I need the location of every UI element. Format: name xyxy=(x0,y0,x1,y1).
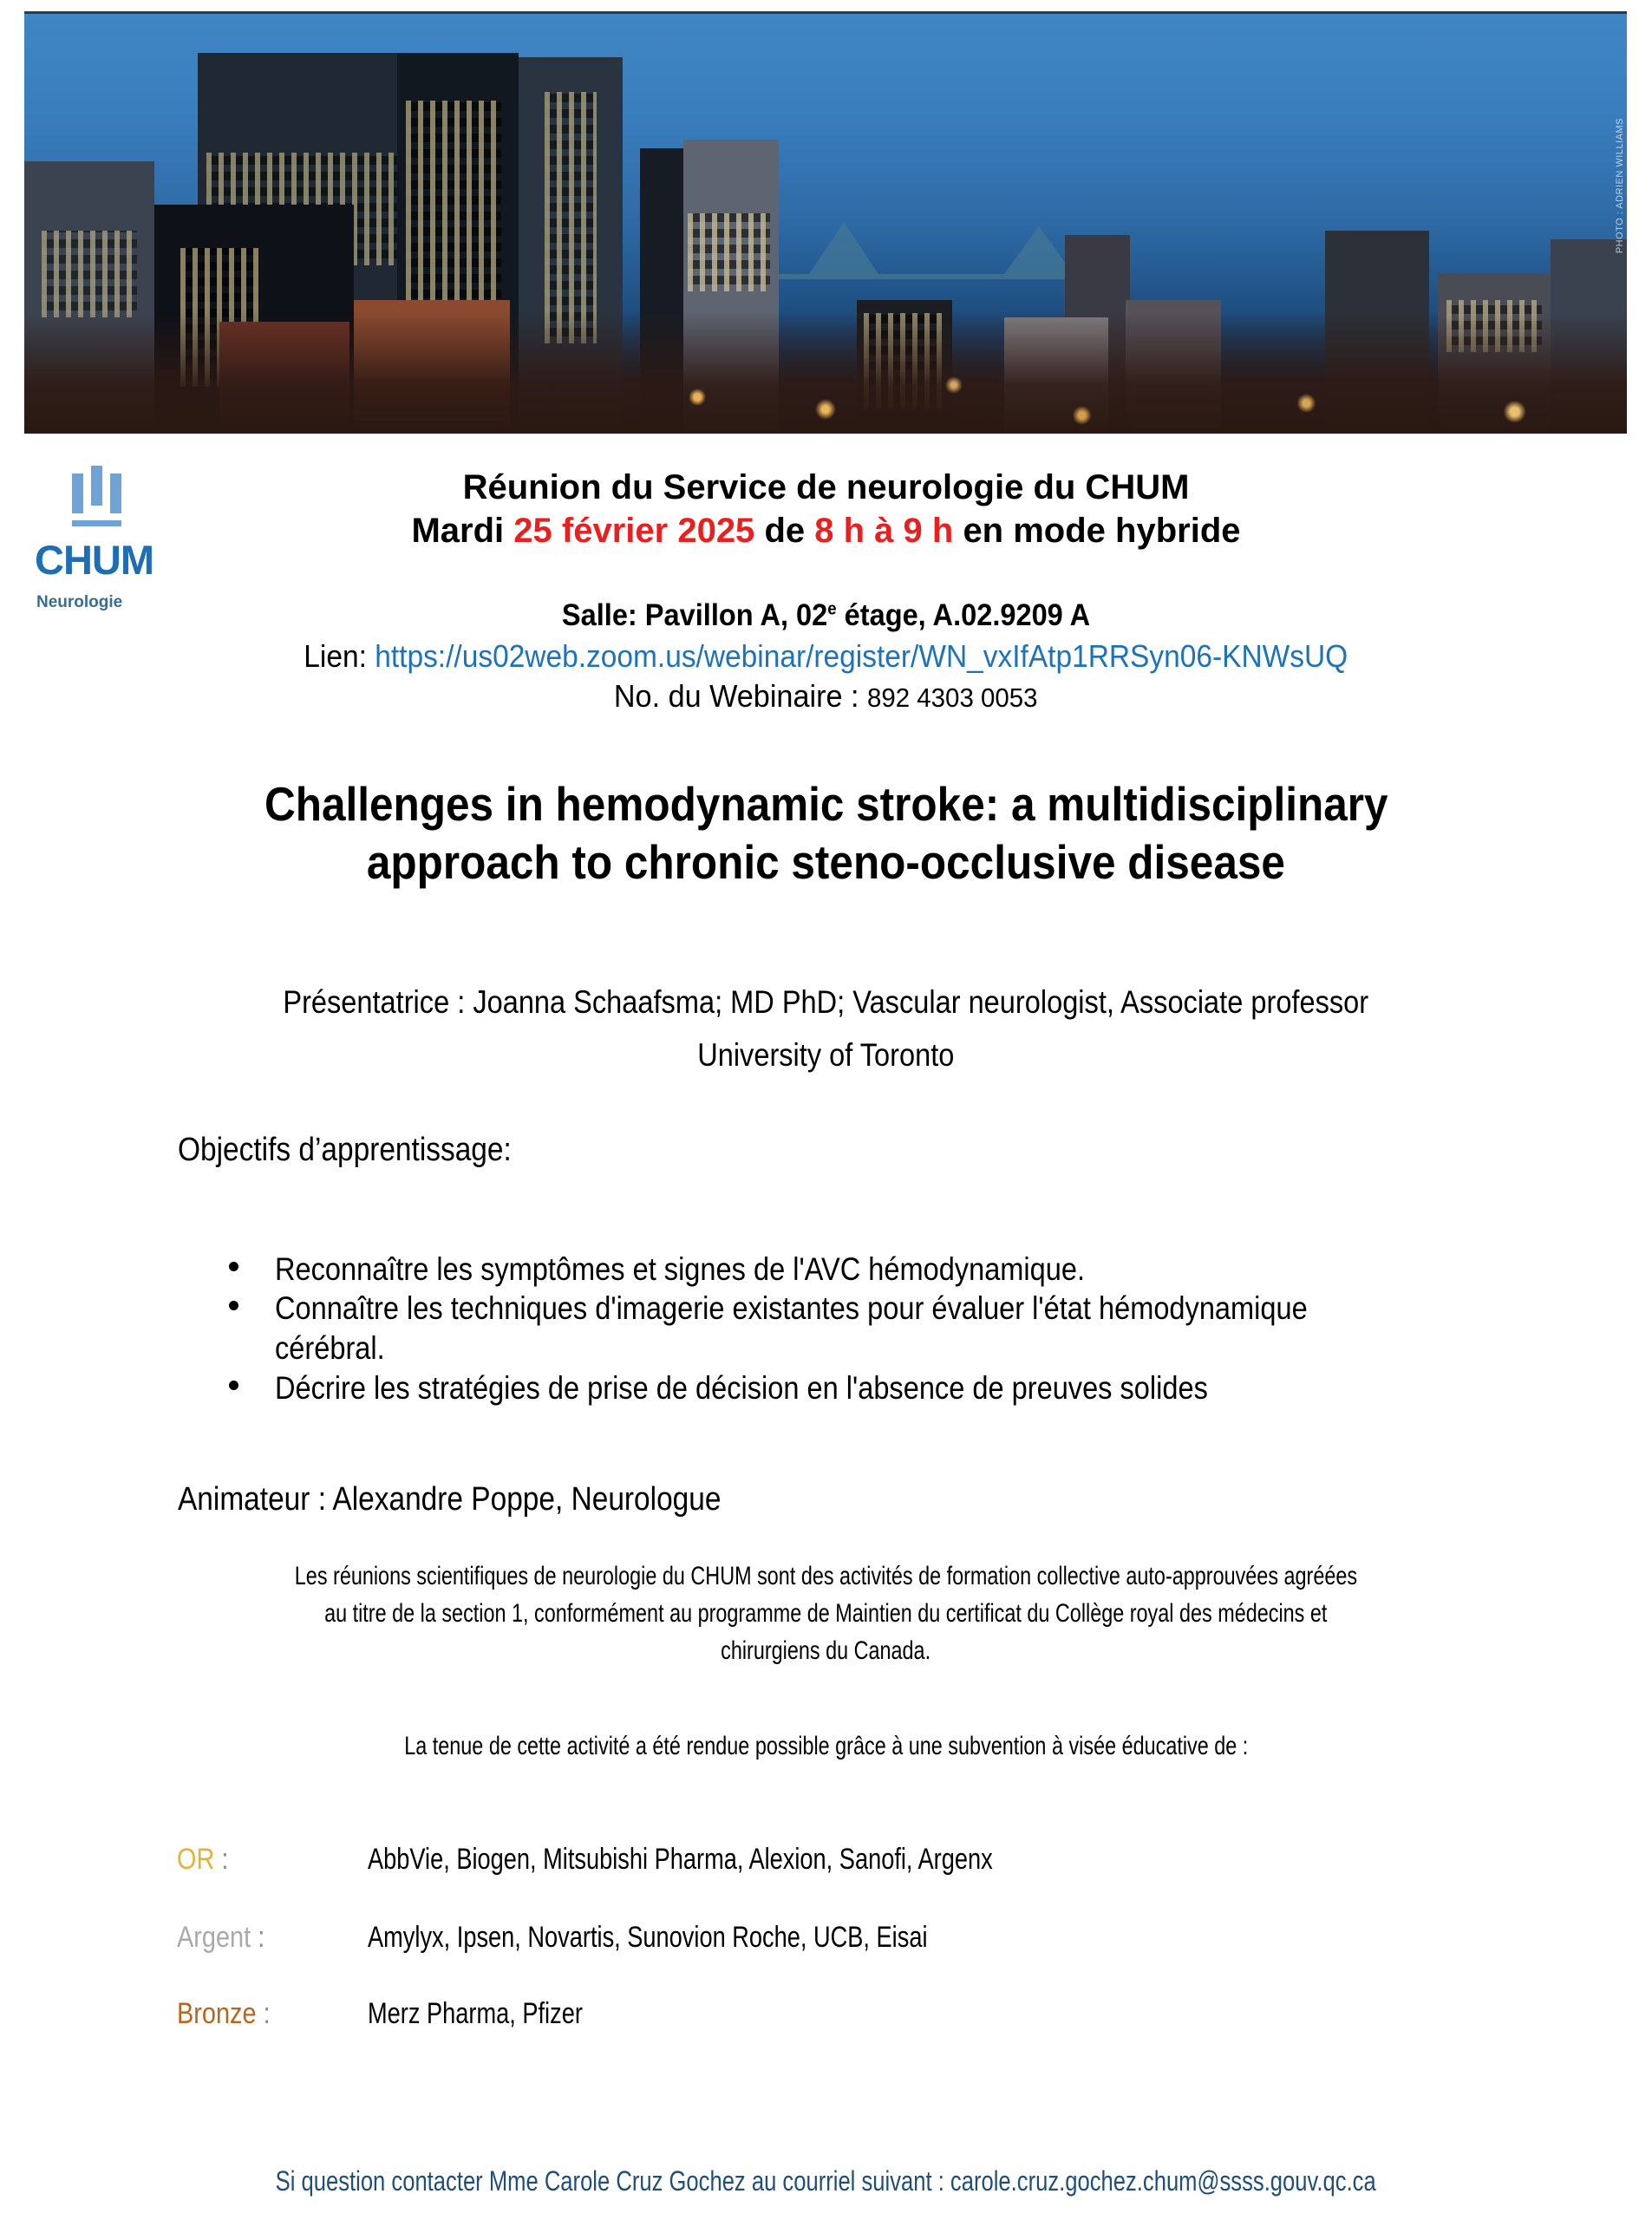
room-superscript: e xyxy=(827,599,837,619)
tier-label xyxy=(177,1921,280,1955)
tier-companies xyxy=(368,1921,1068,1955)
bullet-icon xyxy=(229,1381,238,1390)
accreditation-text: au titre de la section 1, conformément au programme de Maintien du certificat du Collège royal des médecins et xyxy=(324,1599,1328,1628)
affiliation xyxy=(0,1037,1652,1074)
meeting-date-line xyxy=(0,512,1652,551)
building-windows xyxy=(688,213,770,291)
tier-companies xyxy=(368,1843,1149,1877)
meeting-date: 25 février 2025 xyxy=(513,512,755,550)
link-wrap xyxy=(304,638,1348,675)
bridge xyxy=(779,274,1108,279)
meeting-date-wrap xyxy=(411,512,1240,551)
talk-title-line1 xyxy=(0,776,1652,832)
tier-colon: : xyxy=(256,1997,271,2030)
tier-colon: : xyxy=(251,1921,265,1954)
logo-subtitle: Neurologie xyxy=(36,593,123,611)
street-lights xyxy=(24,312,1627,434)
logo-wordmark: CHUM xyxy=(35,537,153,583)
talk-title-text: Challenges in hemodynamic stroke: a multidisciplinary xyxy=(264,777,1388,831)
webinar-number: 892 4303 0053 xyxy=(867,682,1038,713)
objectives-heading xyxy=(178,1132,557,1169)
banner-photo xyxy=(24,11,1627,434)
sponsors-intro-text: La tenue de cette activité a été rendue possible grâce à une subvention à visée éducative de : xyxy=(403,1732,1249,1760)
objective-text: Connaître les techniques d'imagerie existantes pour évaluer l'état hémodynamique xyxy=(275,1290,1308,1326)
de-label: de xyxy=(764,512,806,550)
bridge-tower xyxy=(1004,226,1074,274)
sponsors-intro xyxy=(0,1732,1652,1761)
tier-companies-text: AbbVie, Biogen, Mitsubishi Pharma, Alexion, Sanofi, Argenx xyxy=(368,1843,993,1876)
tier-name: Argent xyxy=(177,1921,251,1954)
tier-companies-text: Merz Pharma, Pfizer xyxy=(368,1997,583,2030)
moderator xyxy=(178,1481,795,1518)
bullet-icon xyxy=(229,1301,238,1310)
presenter-text: Présentatrice : Joanna Schaafsma; MD PhD; Vascular neurologist, Associate professor xyxy=(283,984,1369,1020)
accreditation-line xyxy=(0,1633,1652,1669)
tier-label xyxy=(177,1997,287,2031)
affiliation-text: University of Toronto xyxy=(697,1037,955,1073)
meeting-mode: en mode hybride xyxy=(963,512,1241,550)
webinar-label: No. du Webinaire : xyxy=(614,678,868,714)
sponsor-tier-gold xyxy=(0,1843,1652,1877)
objective-text-continued: cérébral. xyxy=(275,1330,385,1366)
meeting-title xyxy=(0,468,1652,507)
sponsor-tier-bronze xyxy=(0,1997,1652,2032)
room-suffix: étage, A.02.9209 A xyxy=(836,598,1091,632)
tier-name: OR xyxy=(177,1843,215,1876)
talk-title-text: approach to chronic steno-occlusive disease xyxy=(366,835,1286,889)
tier-name: Bronze xyxy=(177,1997,257,2030)
contact-text[interactable]: Si question contacter Mme Carole Cruz Gochez au courriel suivant : carole.cruz.gochez.chum@ssss.gouv.qc.ca xyxy=(275,2165,1377,2197)
tier-colon: : xyxy=(214,1843,229,1876)
objectives-heading-text: Objectifs d’apprentissage: xyxy=(178,1132,512,1168)
contact-footer xyxy=(0,2165,1652,2197)
room-prefix: Salle: Pavillon A, 02 xyxy=(561,598,828,632)
accreditation-text: chirurgiens du Canada. xyxy=(721,1636,931,1665)
webinar-number-line xyxy=(0,678,1652,715)
objective-text: Décrire les stratégies de prise de décision en l'absence de preuves solides xyxy=(275,1370,1208,1406)
accreditation-text: Les réunions scientifiques de neurologie du CHUM sont des activités de formation collective auto-approuvées agréées xyxy=(294,1562,1358,1590)
day-label: Mardi xyxy=(411,512,505,550)
webinar-wrap xyxy=(614,678,1038,715)
room-line xyxy=(0,598,1652,633)
tier-companies xyxy=(368,1997,637,2031)
link-label: Lien: xyxy=(304,638,375,674)
presenter xyxy=(0,984,1652,1021)
tier-label xyxy=(177,1843,238,1877)
room-text xyxy=(562,598,1090,633)
webinar-registration-link[interactable]: https://us02web.zoom.us/webinar/register/WN_vxIfAtp1RRSyn06-KNWsUQ xyxy=(375,638,1348,674)
bridge-tower xyxy=(809,222,878,274)
building-windows xyxy=(545,92,597,343)
link-line xyxy=(0,638,1652,675)
accreditation-line xyxy=(0,1558,1652,1595)
sponsor-tier-silver xyxy=(0,1921,1652,1956)
objective-text: Reconnaître les symptômes et signes de l'AVC hémodynamique. xyxy=(275,1251,1086,1287)
talk-title-line2 xyxy=(0,834,1652,890)
tier-companies-text: Amylyx, Ipsen, Novartis, Sunovion Roche, UCB, Eisai xyxy=(368,1921,928,1954)
meeting-time: 8 h à 9 h xyxy=(814,512,954,550)
building-windows xyxy=(42,231,137,317)
moderator-text: Animateur : Alexandre Poppe, Neurologue xyxy=(178,1481,722,1518)
photo-credit: PHOTO : ADRIEN WILLIAMS xyxy=(1615,118,1625,254)
meeting-title-text: Réunion du Service de neurologie du CHUM xyxy=(462,468,1190,506)
bullet-icon xyxy=(229,1262,238,1271)
accreditation-line xyxy=(0,1596,1652,1632)
